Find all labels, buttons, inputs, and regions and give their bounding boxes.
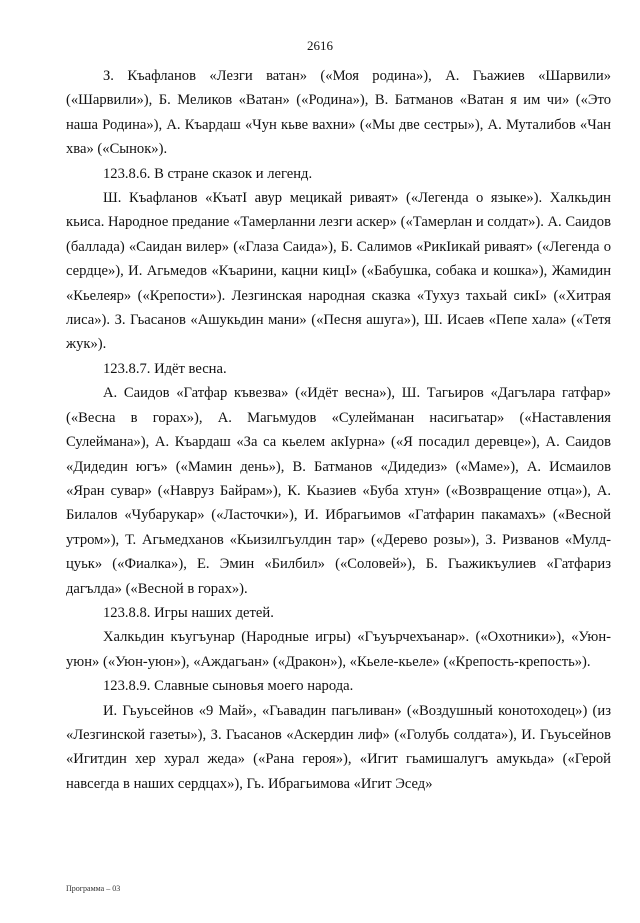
paragraph-authors-motherland: З. Къафланов «Лезги ватан» («Моя родина»), А. Гьажиев «Шарвили» («Шарвили»), Б. Меликов «Ватан» («Родина»), В. Батманов «Ватан я им чи» («Это наша Родина»), А. Къардаш «Чун кьве вахни» («Мы две сестры»), А. Муталибов «Чан хва» («Сынок»). (66, 68, 611, 158)
section-heading-fairy-tales: 123.8.6. В стране сказок и легенд. (103, 165, 313, 182)
section-heading-sons: 123.8.9. Славные сыновья моего народа. (103, 678, 354, 695)
section-heading-games: 123.8.8. Игры наших детей. (103, 604, 274, 621)
paragraph-games: Халкьдин къугъунар (Народные игры) «Гъуърчехъанар». («Охотники»), «Уюн-уюн» («Уюн-уюн»), «Аждагьан» («Дракон»), «Кьеле-кьеле» («Крепость-крепость»). (66, 629, 611, 670)
document-body (66, 64, 611, 796)
page-number: 2616 (307, 38, 333, 53)
paragraph-spring: А. Саидов «Гатфар къвезва» («Идёт весна»), Ш. Тагьиров «Дагълара гатфар» («Весна в горах»), А. Магьмудов «Сулейманан насигьатар» («Наставления Сулеймана»), А. Къардаш «За са кьелем акIурна» («Я посадил деревце»), А. Саидов «Дидедин югъ» («Мамин день»), В. Батманов «Дидедиз» («Маме»), А. Исмаилов «Яран сувар» («Навруз Байрам»), К. Кьазиев «Буба хтун» («Возвращение отца»), А. Билалов «Чубарукар» («Ласточки»), И. Ибрагьимов «Гатфарин пакамахъ» («Весной утром»), Т. Агьмедханов «Кьизилгьулдин тар» («Дерево розы»), З. Ризванов «Мулд-цуьк» («Фиалка»), Е. Эмин «Билбил» («Соловей»), Б. Гьажикъулиев «Гатфариз дагълда» («Весной в горах»). (66, 385, 611, 597)
paragraph-sons: И. Гьуьсейнов «9 Май», «Гьавадин пагьливан» («Воздушный конотоходец») (из «Лезгинской газеты»), З. Гьасанов «Аскердин лиф» («Голубь солдата»), И. Гьуьсейнов «Игитдин хер хурал жеда» («Рана героя»), «Игит гьамишалугъ амукьда» («Герой навсегда в наших сердцах»), Гь. Ибрагьимова «Игит Эсед» (66, 702, 611, 792)
section-heading-spring: 123.8.7. Идёт весна. (103, 360, 227, 377)
paragraph-fairy-tales: Ш. Къафланов «КъатI авур мецикай риваят» («Легенда о языке»). Халкьдин кьиса. Народное предание «Тамерланни лезги аскер» («Тамерлан и солдат»). А. Саидов (баллада) «Саидан вилер» («Глаза Саида»), Б. Салимов «РикIикай риваят» («Легенда о сердце»), И. Агьмедов «Къарини, кацни кицI» («Бабушка, собака и кошка»), Жамидин «Кьелеяр» («Крепости»). Лезгинская народная сказка «Тухуз тахьай сикI» («Хитрая лиса»). З. Гьасанов «Ашукьдин мани» («Песня ашуга»), Ш. Исаев «Пепе хала» («Тетя жук»). (66, 190, 611, 353)
page-footer: Программа – 03 (66, 884, 121, 893)
